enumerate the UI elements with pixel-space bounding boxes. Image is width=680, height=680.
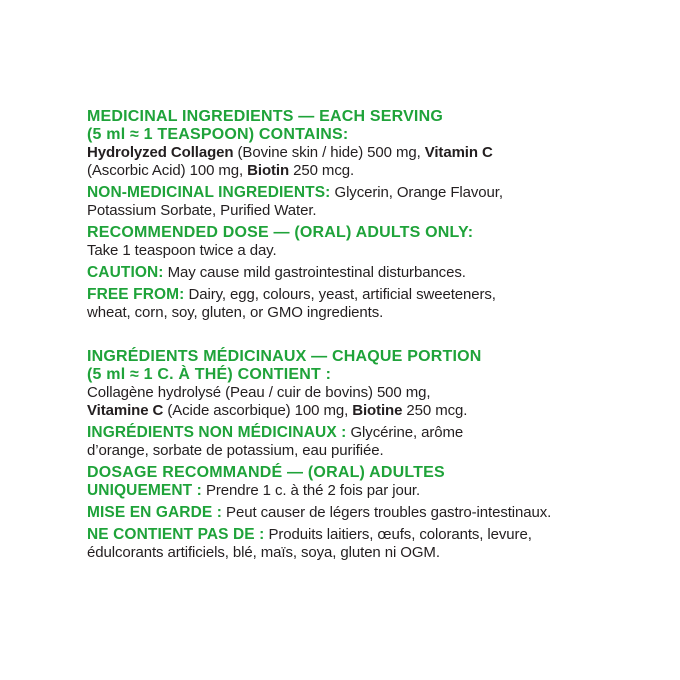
free-from-line-1-en — [87, 286, 647, 304]
free-from-heading-fr: NE CONTIENT PAS DE : — [87, 526, 265, 543]
medicinal-ingredients-line-1-fr — [87, 384, 647, 402]
ingredients-label — [87, 108, 647, 562]
caution-text-en: May cause mild gastrointestinal disturbances. — [163, 264, 466, 281]
medicinal-ingredients-section-en — [87, 108, 647, 180]
caution-section-fr — [87, 504, 647, 522]
free-from-line-1-fr — [87, 526, 647, 544]
medicinal-ingredients-heading-en: MEDICINAL INGREDIENTS — EACH SERVING — [87, 108, 443, 125]
recommended-dose-text-en: Take 1 teaspoon twice a day. — [87, 242, 277, 259]
ingredient-detail: 250 mcg. — [402, 402, 468, 419]
ingredient-detail: (Bovine skin / hide) 500 mg, — [233, 144, 425, 161]
recommended-dose-heading-cont-fr: UNIQUEMENT : — [87, 482, 202, 499]
ingredient-detail: (Acide ascorbique) 100 mg, — [163, 402, 353, 419]
recommended-dose-heading-en: RECOMMENDED DOSE — (ORAL) ADULTS ONLY: — [87, 224, 474, 241]
ingredient-detail: (Peau / cuir de bovins) 500 mg, — [221, 384, 431, 401]
caution-line-en — [87, 264, 647, 282]
free-from-text: Dairy, egg, colours, yeast, artificial sweeteners, — [184, 286, 496, 303]
recommended-dose-section-en — [87, 224, 647, 260]
non-medicinal-line-1-fr — [87, 424, 647, 442]
medicinal-ingredients-line-2-fr — [87, 402, 647, 420]
recommended-dose-section-fr — [87, 464, 647, 500]
free-from-section-en — [87, 286, 647, 322]
ingredient-name: Vitamine C — [87, 402, 164, 419]
ingredient-detail: (Ascorbic Acid) 100 mg, — [87, 162, 248, 179]
free-from-text: Produits laitiers, œufs, colorants, levure, — [264, 526, 532, 543]
medicinal-ingredients-line-2-en — [87, 162, 647, 180]
recommended-dose-line-2-fr — [87, 482, 647, 500]
medicinal-ingredients-section-fr — [87, 348, 647, 420]
caution-heading-fr: MISE EN GARDE : — [87, 504, 222, 521]
ingredient-name: Vitamin C — [424, 144, 493, 161]
non-medicinal-line-2-en: Potassium Sorbate, Purified Water. — [87, 202, 317, 219]
caution-line-fr — [87, 504, 647, 522]
caution-section-en — [87, 264, 647, 282]
language-divider-space — [87, 322, 647, 348]
caution-text-fr: Peut causer de légers troubles gastro-intestinaux. — [221, 504, 552, 521]
recommended-dose-text-fr: Prendre 1 c. à thé 2 fois par jour. — [201, 482, 421, 499]
non-medicinal-heading-en: NON-MEDICINAL INGREDIENTS: — [87, 184, 331, 201]
non-medicinal-line-2-fr: d’orange, sorbate de potassium, eau purifiée. — [87, 442, 384, 459]
free-from-heading-en: FREE FROM: — [87, 286, 185, 303]
caution-heading-en: CAUTION: — [87, 264, 164, 281]
non-medicinal-text: Glycérine, arôme — [346, 424, 464, 441]
free-from-line-2-fr: édulcorants artificiels, blé, maïs, soya, gluten ni OGM. — [87, 544, 440, 561]
ingredient-name: Biotin — [247, 162, 290, 179]
medicinal-ingredients-line-1-en — [87, 144, 647, 162]
free-from-section-fr — [87, 526, 647, 562]
non-medicinal-heading-fr: INGRÉDIENTS NON MÉDICINAUX : — [87, 424, 347, 441]
recommended-dose-heading-fr: DOSAGE RECOMMANDÉ — (ORAL) ADULTES — [87, 464, 445, 481]
free-from-line-2-en: wheat, corn, soy, gluten, or GMO ingredients. — [87, 304, 384, 321]
ingredient-name: Biotine — [352, 402, 403, 419]
ingredient-name: Hydrolyzed Collagen — [87, 144, 234, 161]
serving-size-heading-fr: (5 ml ≈ 1 C. À THÉ) CONTIENT : — [87, 366, 332, 383]
ingredient-detail: 250 mcg. — [289, 162, 355, 179]
non-medicinal-section-en — [87, 184, 647, 220]
ingredient-name: Collagène hydrolysé — [87, 384, 222, 401]
medicinal-ingredients-heading-fr: INGRÉDIENTS MÉDICINAUX — CHAQUE PORTION — [87, 348, 482, 365]
non-medicinal-line-1-en — [87, 184, 647, 202]
non-medicinal-text: Glycerin, Orange Flavour, — [330, 184, 503, 201]
serving-size-heading-en: (5 ml ≈ 1 TEASPOON) CONTAINS: — [87, 126, 349, 143]
non-medicinal-section-fr — [87, 424, 647, 460]
